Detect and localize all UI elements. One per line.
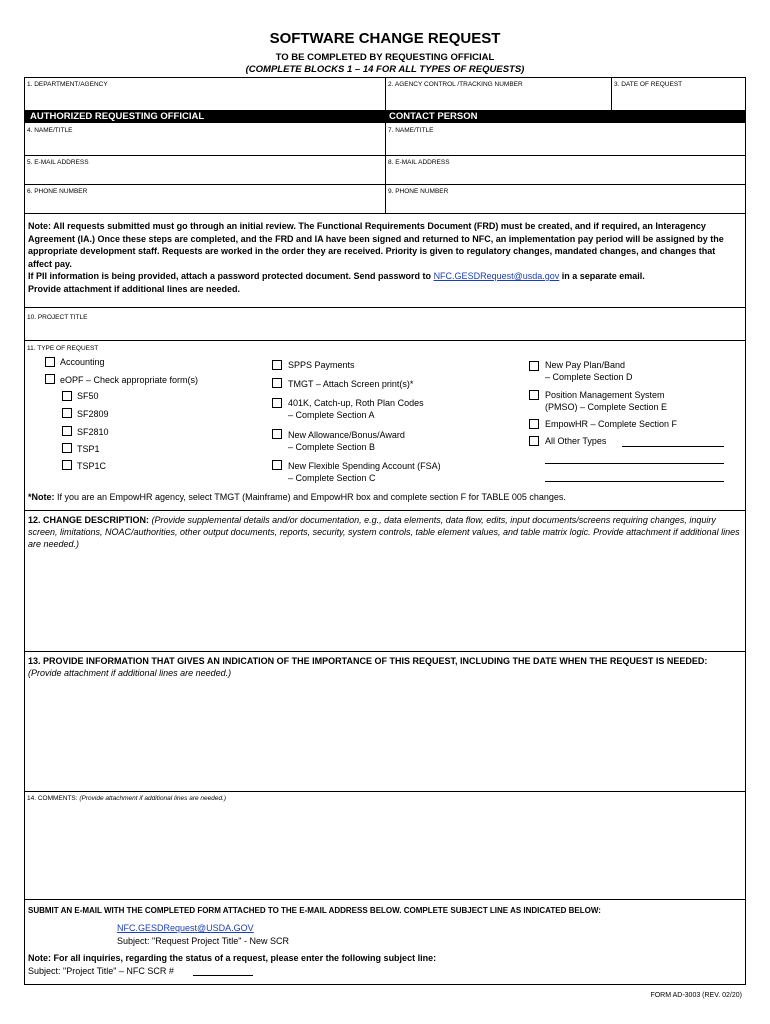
pay-plan-checkbox[interactable] <box>529 361 539 371</box>
spps-payments-checkbox[interactable] <box>272 360 282 370</box>
importance-field[interactable] <box>25 682 745 790</box>
other-types-label: All Other Types <box>545 436 607 446</box>
row-divider <box>24 899 746 900</box>
form-number: FORM AD-3003 (REV. 02/20) <box>650 992 742 999</box>
pay-plan-label-line1: New Pay Plan/Band <box>545 360 626 370</box>
review-note-text: Note: All requests submitted must go through an initial review. The Functional Requirements Document (FRD) must be created, and if required, an Interagency Agreement (IA.) Once these steps are completed, and the FRD and IA have been signed and returned to NFC, an implementation pay period will be assigned by the appropriate development staff. Requests are worked in the order they are received. Priority is given to regulatory changes, mandated changes, and changes that affect pay. <box>28 221 724 269</box>
allowance-label-line2: – Complete Section B <box>288 441 376 452</box>
401k-checkbox[interactable] <box>272 398 282 408</box>
pii-note-prefix: If PII information is being provided, attach a password protected document. Send password to <box>28 271 434 281</box>
accounting-label: Accounting <box>60 357 105 367</box>
authorized-official-header: AUTHORIZED REQUESTING OFFICIAL <box>30 111 205 122</box>
401k-label-line1: 401K, Catch-up, Roth Plan Codes <box>288 398 424 408</box>
eopf-checkbox[interactable] <box>45 374 55 384</box>
eopf-label: eOPF – Check appropriate form(s) <box>60 375 199 385</box>
allowance-label-line1: New Allowance/Bonus/Award <box>288 430 405 440</box>
tsp1c-label: TSP1C <box>77 461 107 471</box>
submit-instruction: SUBMIT AN E-MAIL WITH THE COMPLETED FORM ATTACHED TO THE E-MAIL ADDRESS BELOW. COMPLETE SUBJECT LINE AS INDICATED BELOW: <box>28 906 601 915</box>
contact-email-field[interactable]: 8. E-MAIL ADDRESS <box>388 159 450 166</box>
sf2810-checkbox[interactable] <box>62 426 72 436</box>
project-title-field[interactable]: 10. PROJECT TITLE <box>27 314 88 321</box>
pay-plan-label-line2: – Complete Section D <box>545 371 633 382</box>
pii-note <box>28 270 740 283</box>
pii-note-suffix: in a separate email. <box>559 271 645 281</box>
other-types-line-2[interactable] <box>545 463 724 464</box>
accounting-checkbox[interactable] <box>45 357 55 367</box>
pay-plan-label <box>545 360 633 383</box>
attachment-note: Provide attachment if additional lines are needed. <box>28 283 241 294</box>
form-instructions: (COMPLETE BLOCKS 1 – 14 FOR ALL TYPES OF REQUESTS) <box>245 64 525 75</box>
fsa-checkbox[interactable] <box>272 460 282 470</box>
empowhr-label: EmpowHR – Complete Section F <box>545 419 678 429</box>
spps-payments-label: SPPS Payments <box>288 360 355 370</box>
fsa-label <box>288 461 441 484</box>
row-divider <box>24 340 746 341</box>
row-divider <box>24 155 746 156</box>
tmgt-checkbox[interactable] <box>272 378 282 388</box>
contact-name-title-field[interactable]: 7. NAME/TITLE <box>388 127 434 134</box>
importance-title: 13. PROVIDE INFORMATION THAT GIVES AN INDICATION OF THE IMPORTANCE OF THIS REQUEST, INCLUDING THE DATE WHEN THE REQUEST IS NEEDED: <box>28 656 708 666</box>
empowhr-note-label: *Note: <box>28 492 55 502</box>
divider <box>385 77 386 110</box>
row-divider <box>24 510 746 511</box>
requesting-name-title-field[interactable]: 4. NAME/TITLE <box>27 127 73 134</box>
submit-subject: Subject: "Request Project Title" - New SCR <box>117 936 289 946</box>
inquiry-note: Note: For all inquiries, regarding the status of a request, please enter the following subject line: <box>28 953 437 963</box>
inquiry-subject: Subject: "Project Title" – NFC SCR # <box>28 966 174 976</box>
change-description-header <box>28 514 740 550</box>
importance-header <box>28 655 740 679</box>
pmso-checkbox[interactable] <box>529 390 539 400</box>
department-field[interactable]: 1. DEPARTMENT/AGENCY <box>27 81 108 88</box>
row-divider <box>24 307 746 308</box>
divider <box>385 123 386 213</box>
empowhr-note-text: If you are an EmpowHR agency, select TMGT (Mainframe) and EmpowHR box and complete section F for TABLE 005 changes. <box>54 492 566 502</box>
review-note <box>28 220 740 295</box>
allowance-checkbox[interactable] <box>272 429 282 439</box>
row-divider <box>24 213 746 214</box>
tsp1-checkbox[interactable] <box>62 443 72 453</box>
sf50-label: SF50 <box>77 391 99 401</box>
form-title: SOFTWARE CHANGE REQUEST <box>269 30 501 47</box>
contact-phone-field[interactable]: 9. PHONE NUMBER <box>388 188 449 195</box>
comments-field[interactable] <box>25 806 745 898</box>
importance-instructions: (Provide attachment if additional lines are needed.) <box>28 668 232 678</box>
other-types-line[interactable] <box>622 446 724 447</box>
row-divider <box>24 651 746 652</box>
other-types-checkbox[interactable] <box>529 436 539 446</box>
form-subtitle: TO BE COMPLETED BY REQUESTING OFFICIAL <box>275 52 495 63</box>
fsa-label-line1: New Flexible Spending Account (FSA) <box>288 461 441 471</box>
pmso-label-line1: Position Management System <box>545 390 665 400</box>
row-divider <box>24 184 746 185</box>
401k-label <box>288 398 424 421</box>
change-description-field[interactable] <box>25 555 745 650</box>
allowance-label <box>288 430 405 453</box>
401k-label-line2: – Complete Section A <box>288 409 375 420</box>
scr-number-line[interactable] <box>193 975 253 976</box>
sf2809-checkbox[interactable] <box>62 408 72 418</box>
pii-email-link[interactable]: NFC.GESDRequest@usda.gov <box>433 271 560 281</box>
comments-title: 14. COMMENTS: <box>27 795 80 802</box>
comments-header <box>27 795 226 802</box>
change-description-instructions: (Provide supplemental details and/or documentation, e.g., data elements, data flow, edits, input documents/screens requiring changes, inquiry screen, limitations, NOAC/authorities, other output documents, reports, security, system controls, table element values, and table matrix logic. Provide attachment if additional lines are needed.) <box>28 515 740 549</box>
pmso-label <box>545 390 667 413</box>
submit-email-link[interactable]: NFC.GESDRequest@USDA.GOV <box>117 923 254 933</box>
tracking-number-field[interactable]: 2. AGENCY CONTROL /TRACKING NUMBER <box>388 81 523 88</box>
tsp1c-checkbox[interactable] <box>62 460 72 470</box>
tmgt-label: TMGT – Attach Screen print(s)* <box>288 379 414 389</box>
sf2810-label: SF2810 <box>77 427 109 437</box>
sf50-checkbox[interactable] <box>62 391 72 401</box>
other-types-line-3[interactable] <box>545 481 724 482</box>
change-description-title: 12. CHANGE DESCRIPTION: <box>28 515 150 525</box>
row-divider <box>24 791 746 792</box>
tsp1-label: TSP1 <box>77 444 100 454</box>
contact-person-header: CONTACT PERSON <box>389 111 478 122</box>
sf2809-label: SF2809 <box>77 409 109 419</box>
comments-instructions: (Provide attachment if additional lines are needed.) <box>79 795 227 802</box>
empowhr-note <box>28 492 740 504</box>
requesting-phone-field[interactable]: 6. PHONE NUMBER <box>27 188 88 195</box>
request-type-label: 11. TYPE OF REQUEST <box>27 345 99 352</box>
pmso-label-line2: (PMSO) – Complete Section E <box>545 401 668 412</box>
date-of-request-field[interactable]: 3. DATE OF REQUEST <box>614 81 683 88</box>
fsa-label-line2: – Complete Section C <box>288 472 376 483</box>
divider <box>611 77 612 110</box>
empowhr-checkbox[interactable] <box>529 419 539 429</box>
requesting-email-field[interactable]: 5. E-MAIL ADDRESS <box>27 159 89 166</box>
